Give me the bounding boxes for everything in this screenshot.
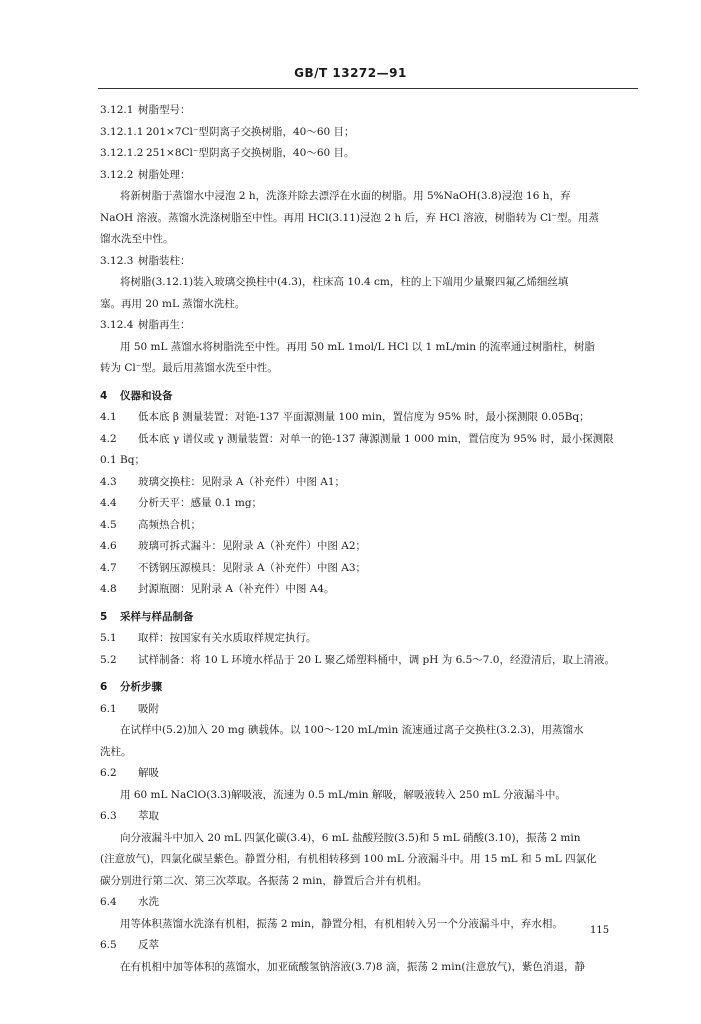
paragraph-line [100,785,638,807]
clause-line [100,699,638,721]
clause-line [100,579,638,601]
clause-number: 3.12.1.2 [100,147,144,159]
clause-number: 6.3 [100,810,117,822]
clause-text: 用 60 mL NaClO(3.3)解吸液，流速为 0.5 mL/min 解吸，解吸液转入 250 mL 分液漏斗中。 [120,788,566,801]
clause-text: 封源瓶圈：见附录 A（补充件）中图 A4。 [138,583,335,595]
clause-text: NaOH 溶液。蒸馏水洗涤树脂至中性。再用 HCl(3.11)浸泡 2 h 后，弃 HCl 溶液，树脂转为 Cl⁻型。用蒸 [100,211,599,224]
clause-number: 5.2 [100,653,117,666]
clause-text: 洗柱。 [100,745,132,758]
clause-text: 仪器和设备 [120,389,173,402]
clause-number: 4.3 [100,475,117,488]
clause-line [100,628,638,650]
clause-number: 4.1 [100,411,117,423]
clause-number: 6.1 [100,702,117,715]
paragraph-line [100,871,638,893]
clause-line [100,763,638,785]
clause-text: 将树脂(3.12.1)装入玻璃交换柱中(4.3)，柱床高 10.4 cm，柱的上下端用少量聚四氟乙烯细丝填 [120,276,569,288]
subclause-line [100,122,638,144]
body-text [100,100,638,978]
clause-text: 转为 Cl⁻型。最后用蒸馏水洗至中性。 [100,362,278,374]
paragraph-line [100,294,638,316]
paragraph-line [100,186,638,208]
clause-text: 在有机相中加等体积的蒸馏水，加亚硫酸氢钠溶液(3.7)8 滴，振荡 2 min(注意放气)，紫色消退，静 [120,960,586,973]
clause-text: 玻璃交换柱：见附录 A（补充件）中图 A1； [138,475,346,488]
clause-line [100,472,638,494]
clause-number: 3.12.3 [100,254,134,267]
paragraph-line [100,229,638,251]
clause-number: 4 [100,389,108,402]
clause-text: 低本底 γ 谱仪或 γ 测量装置：对单一的铯-137 薄源测量 1 000 min，置信度为 95% 时，最小探测限 [138,432,614,445]
paragraph-line [100,914,638,936]
clause-number: 6 [100,681,108,693]
paragraph-line [100,358,638,380]
clause-line [100,806,638,828]
clause-line [100,650,638,672]
paragraph-line [100,272,638,294]
section-heading [100,386,638,408]
clause-number: 6.2 [100,767,117,779]
clause-line [100,558,638,580]
clause-text: 分析天平：感量 0.1 mg； [138,497,263,509]
paragraph-line [100,742,638,764]
clause-line [100,935,638,957]
clause-line [100,892,638,914]
clause-text: 251×8Cl⁻型阴离子交换树脂，40～60 目。 [146,147,355,159]
clause-text: 馏水洗至中性。 [100,233,174,245]
paragraph-line [100,208,638,230]
clause-number: 6.5 [100,939,117,951]
clause-text: 向分液漏斗中加入 20 mL 四氯化碳(3.4)，6 mL 盐酸羟胺(3.5)和 5 mL 硝酸(3.10)，振荡 2 min [120,831,581,844]
clause-text: (注意放气)，四氯化碳呈紫色。静置分相，有机相转移到 100 mL 分液漏斗中。用 15 mL 和 5 mL 四氯化 [100,853,597,865]
clause-text: 树脂再生： [138,319,191,331]
clause-text: 吸附 [138,702,159,715]
clause-number: 3.12.1.1 [100,125,144,138]
clause-text: 高频热合机； [138,518,201,531]
clause-number: 4.5 [100,518,117,531]
clause-text: 塞。再用 20 mL 蒸馏水洗柱。 [100,297,246,310]
clause-line [100,165,638,187]
clause-number: 4.7 [100,561,117,574]
clause-text: 取样：按国家有关水质取样规定执行。 [138,632,317,644]
clause-line [100,493,638,515]
clause-text: 0.1 Bq； [100,454,145,466]
clause-number: 5 [100,610,108,623]
clause-text: 在试样中(5.2)加入 20 mg 碘载体。以 100～120 mL/min 流速通过离子交换柱(3.2.3)，用蒸馏水 [120,724,584,736]
section-heading [100,607,638,629]
subclause-line [100,143,638,165]
paragraph-line [100,720,638,742]
clause-text: 采样与样品制备 [120,610,194,623]
clause-text: 试样制备：将 10 L 环境水样品于 20 L 聚乙烯塑料桶中，调 pH 为 6.5～7.0，经澄清后，取上清液。 [138,653,615,666]
header-rule [98,88,638,89]
clause-text: 水洗 [138,896,159,908]
paragraph-line [100,450,638,472]
clause-text: 不锈钢压源模具：见附录 A（补充件）中图 A3； [138,561,367,574]
clause-line [100,100,638,122]
clause-number: 3.12.2 [100,168,134,181]
clause-text: 用等体积蒸馏水洗涤有机相，振荡 2 min，静置分相，有机相转入另一个分液漏斗中，弃水相。 [120,917,563,930]
clause-line [100,515,638,537]
clause-text: 分析步骤 [120,681,162,693]
clause-number: 4.8 [100,583,117,595]
clause-line [100,251,638,273]
paragraph-line [100,828,638,850]
clause-number: 6.4 [100,896,117,908]
clause-text: 201×7Cl⁻型阴离子交换树脂，40～60 目； [146,125,355,138]
clause-number: 4.4 [100,497,117,509]
clause-number: 4.2 [100,432,117,445]
paragraph-line [100,337,638,359]
clause-text: 树脂处理： [138,168,191,181]
page-number: 115 [590,925,610,936]
clause-text: 树脂装柱： [138,254,191,267]
clause-line [100,407,638,429]
clause-number: 3.12.4 [100,319,134,331]
paragraph-line [100,957,638,979]
clause-line [100,429,638,451]
section-heading [100,677,638,699]
clause-number: 3.12.1 [100,104,134,116]
clause-line [100,315,638,337]
page-header: GB/T 13272—91 [294,66,407,80]
clause-number: 5.1 [100,632,117,644]
clause-line [100,536,638,558]
paragraph-line [100,849,638,871]
clause-text: 萃取 [138,810,159,822]
clause-text: 碳分别进行第二次、第三次萃取。各振荡 2 min，静置后合并有机相。 [100,874,428,887]
clause-text: 玻璃可拆式漏斗：见附录 A（补充件）中图 A2； [138,540,367,552]
clause-text: 树脂型号： [138,104,191,116]
clause-text: 低本底 β 测量装置：对铯-137 平面源测量 100 min，置信度为 95% 时，最小探测限 0.05Bq； [138,411,590,423]
clause-text: 将新树脂于蒸馏水中浸泡 2 h，洗涤并除去漂浮在水面的树脂。用 5%NaOH(3.8)浸泡 16 h，弃 [120,190,571,202]
clause-text: 用 50 mL 蒸馏水将树脂洗至中性。再用 50 mL 1mol/L HCl 以 1 mL/min 的流率通过树脂柱，树脂 [120,340,595,353]
clause-number: 4.6 [100,540,117,552]
clause-text: 解吸 [138,767,159,779]
clause-text: 反萃 [138,939,159,951]
